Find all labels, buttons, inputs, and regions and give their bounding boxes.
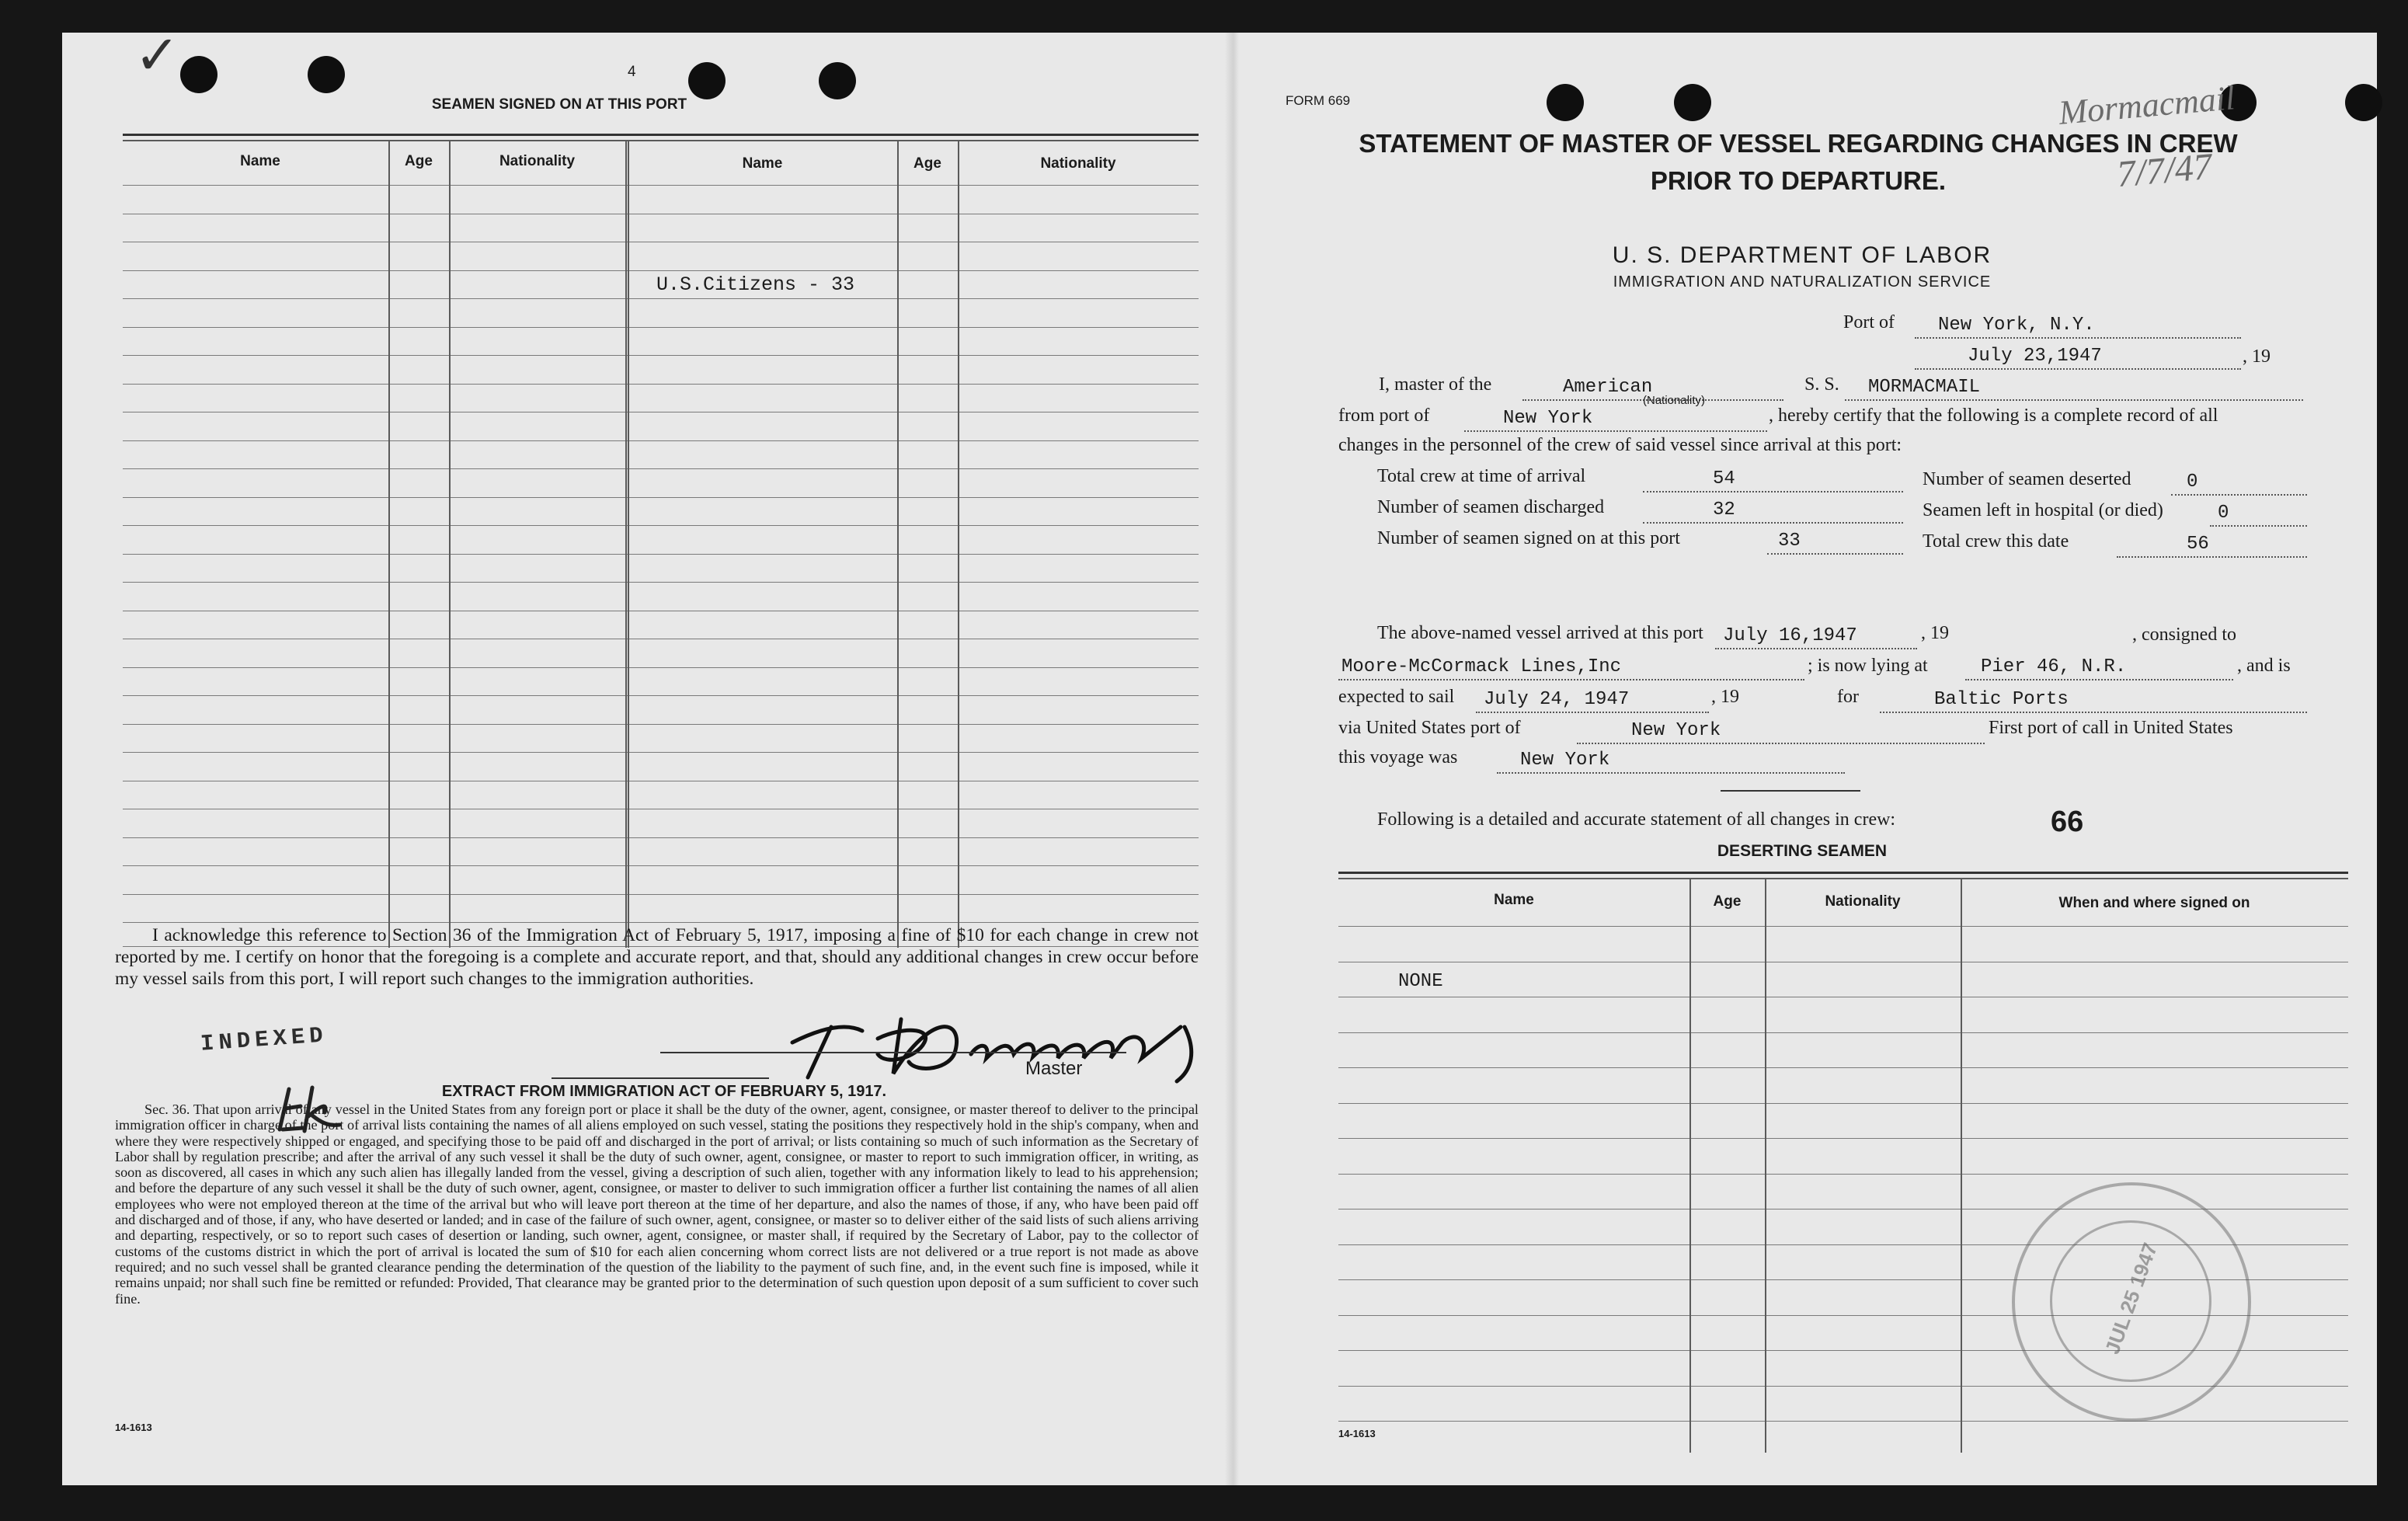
port-label: Port of (1843, 312, 1895, 332)
column-divider (625, 140, 627, 948)
table-row-rule (123, 865, 1199, 866)
discharged-value: 32 (1713, 499, 1735, 520)
expected-label: expected to sail (1338, 687, 1455, 707)
table-row-rule (1338, 1138, 2348, 1139)
table-row-rule (123, 667, 1199, 668)
form-title-line2: PRIOR TO DEPARTURE. (1650, 166, 1947, 195)
table-row-rule (1338, 1067, 2348, 1068)
for-label: for (1837, 687, 1859, 707)
and-is-label: , and is (2237, 656, 2291, 676)
table-rule (123, 140, 1199, 141)
deserted-field (2171, 471, 2307, 496)
certify-text: , hereby certify that the following is a complete record of all (1769, 405, 2218, 426)
form-code: 14-1613 (1338, 1428, 1376, 1439)
extract-title: EXTRACT FROM IMMIGRATION ACT OF FEBRUARY 5, 1917. (441, 1083, 887, 1100)
separator-rule (1721, 790, 1860, 792)
total-arrival-label: Total crew at time of arrival (1377, 466, 1586, 486)
table-row-rule (123, 724, 1199, 725)
table-row-rule (123, 270, 1199, 271)
arrived-value: July 16,1947 (1723, 625, 1857, 646)
punch-hole (2345, 84, 2382, 121)
punch-hole (1674, 84, 1711, 121)
destination-field (1880, 688, 2307, 713)
column-divider (1961, 878, 1962, 1453)
column-header-name: Name (742, 155, 783, 172)
column-divider (388, 140, 390, 948)
page-gutter (1225, 33, 1239, 1485)
table-row-rule (123, 185, 1199, 186)
date-field (1915, 345, 2241, 370)
lying-field (1965, 656, 2233, 680)
port-value: New York, N.Y. (1938, 315, 2095, 336)
punch-hole (688, 62, 726, 99)
table-row-rule (123, 384, 1199, 385)
lying-label: ; is now lying at (1808, 656, 1928, 676)
destination-value: Baltic Ports (1934, 689, 2069, 710)
arrived-year: , 19 (1921, 623, 1949, 643)
table-row-rule (1338, 1174, 2348, 1175)
hospital-label: Seamen left in hospital (or died) (1923, 500, 2163, 520)
from-port-value: New York (1503, 408, 1593, 429)
signed-on-value: 33 (1778, 531, 1801, 552)
table-row-rule (1338, 926, 2348, 927)
extract-text: Sec. 36. That upon arrival of any vessel in the United States from any foreign port or place it shall be the duty of the owner, agent, consignee, or master thereof to deliver to the principal immigration officer in charge of the port of arrival lists containing the names of all aliens employed on such vessel, stating the positions they respectively hold in the ship's company, when and where they were respectively shipped or engaged, and specifying those to be paid off and discharged in the port of arrival; or lists containing so much of such information as the Secretary of Labor shall by regulation prescribe; and after the arrival of any such vessel it shall be the duty of such owner, agent, consignee, or master to report to such immigration officer, in writing, as soon as discovered, all cases in which any such alien has illegally landed from the vessel, giving a description of such alien, together with any information likely to lead to his apprehension; and before the departure of any such vessel it shall be the duty of such owner, agent, consignee, or master to deliver to such immigration officer a further list containing the names of all alien employees who were not employed thereon at the time of the arrival but who will leave port thereon at the time of her departure, and also the names of those, if any, who have been paid off and discharged and of those, if any, who have deserted or landed; and in case of the failure of such owner, agent, consignee, or master so to deliver either of the said lists of such aliens arriving and departing, respectively, or so to report such cases of desertion or landing, such owner, agent, consignee, or master shall, if required by the Secretary of Labor, pay to the collector of customs of the customs district in which the port of arrival is located the sum of $10 for each alien concerning whom correct lists are not delivered or a true report is not made as above required; and no such vessel shall be granted clearance pending the determination of the question of the liability to the payment of such fine, and, in the event such fine is imposed, while it remains unpaid; nor shall such fine be remitted or refunded: Provided, That clearance may be granted prior to the determination of such question upon deposit of a sum sufficient to cover such fine. (115, 1102, 1199, 1307)
discharged-field (1643, 499, 1903, 524)
punch-hole (308, 56, 345, 93)
vessel-name: MORMACMAIL (1868, 377, 1981, 398)
deserted-value: 0 (2187, 472, 2198, 492)
crew-change-count: 66 (2051, 806, 2084, 838)
column-divider (1689, 878, 1691, 1453)
handwritten-date: 7/7/47 (2114, 145, 2214, 196)
discharged-label: Number of seamen discharged (1377, 497, 1605, 517)
punch-hole (180, 56, 217, 93)
acknowledgement-text: I acknowledge this reference to Section 36 of the Immigration Act of February 5, 1917, imposing a fine of $10 for each change in crew not reported by me. I certify on honor that the foregoing is a complete and accurate report, and that, should any additional changes in crew occur before my vessel sails from this port, I will report such changes to the immigration authorities. (115, 925, 1199, 989)
nationality-caption: (Nationality) (1643, 394, 1706, 407)
table-row-rule (123, 327, 1199, 328)
total-date-value: 56 (2187, 534, 2209, 555)
first-port-label: First port of call in United States (1989, 718, 2233, 738)
received-stamp-date: JUL 25 1947 (2100, 1239, 2163, 1357)
column-header-nationality: Nationality (1825, 893, 1901, 910)
master-label: Master (1025, 1058, 1083, 1079)
signed-on-label: Number of seamen signed on at this port (1377, 528, 1680, 548)
table-row-rule (123, 554, 1199, 555)
total-date-label: Total crew this date (1923, 531, 2069, 552)
hospital-value: 0 (2218, 503, 2229, 524)
total-date-field (2117, 533, 2307, 558)
column-divider (897, 140, 899, 948)
master-of-the-label: I, master of the (1379, 374, 1492, 395)
column-divider (449, 140, 451, 948)
table-row-rule (123, 752, 1199, 753)
vessel-name-field (1845, 376, 2303, 401)
column-header-name: Name (1494, 892, 1534, 908)
table-rule (1338, 872, 2348, 874)
extract-rule (552, 1077, 769, 1079)
column-header-age: Age (405, 153, 433, 169)
from-port-label: from port of (1338, 405, 1430, 426)
port-field (1915, 314, 2241, 339)
table-row-rule (123, 695, 1199, 696)
arrived-label: The above-named vessel arrived at this port (1377, 623, 1703, 643)
table-row-rule (123, 582, 1199, 583)
table-row-rule (123, 468, 1199, 469)
table-rule (1338, 878, 2348, 879)
column-divider (1765, 878, 1766, 1453)
service-name: IMMIGRATION AND NATURALIZATION SERVICE (1613, 273, 1992, 291)
consigned-label: , consigned to (2132, 625, 2236, 645)
indexed-stamp: INDEXED (200, 1022, 329, 1057)
voyage-field (1497, 749, 1845, 774)
table-entry: U.S.Citizens - 33 (656, 273, 855, 296)
expected-value: July 24, 1947 (1484, 689, 1630, 710)
voyage-label: this voyage was (1338, 747, 1458, 767)
date-value: July 23,1947 (1968, 346, 2102, 367)
signature-line (660, 1052, 1126, 1053)
year-suffix: , 19 (2243, 346, 2271, 367)
column-header-nationality: Nationality (499, 153, 576, 169)
column-divider (628, 140, 629, 948)
deserting-title: DESERTING SEAMEN (1717, 842, 1888, 860)
table-row-rule (123, 922, 1199, 923)
via-label: via United States port of (1338, 718, 1521, 738)
table-row-rule (123, 497, 1199, 498)
expected-field (1476, 688, 1709, 713)
handwritten-note: Mormacmail (2057, 78, 2237, 132)
right-page (1239, 33, 2377, 1485)
following-text: Following is a detailed and accurate statement of all changes in crew: (1377, 809, 1896, 830)
hospital-field (2210, 502, 2307, 527)
column-header-name: Name (240, 153, 280, 169)
page-number: 4 (628, 64, 636, 80)
nationality-value: American (1563, 377, 1653, 398)
consignee-value: Moore-McCormack Lines,Inc (1341, 656, 1622, 677)
via-value: New York (1631, 720, 1721, 741)
table-row-rule (123, 525, 1199, 526)
deserted-label: Number of seamen deserted (1923, 469, 2131, 489)
form-number: FORM 669 (1286, 93, 1351, 108)
document-spread (62, 26, 2377, 1485)
table-row-rule (123, 440, 1199, 441)
department-name: U. S. DEPARTMENT OF LABOR (1612, 242, 1992, 268)
column-header-age: Age (1713, 893, 1742, 910)
check-mark: ✓ (134, 26, 180, 86)
table-row-rule (1338, 1103, 2348, 1104)
voyage-value: New York (1520, 750, 1610, 771)
table-title: SEAMEN SIGNED ON AT THIS PORT (431, 96, 687, 113)
table-row-rule (123, 894, 1199, 895)
form-title: STATEMENT OF MASTER OF VESSEL REGARDING CHANGES IN CREW (1359, 129, 2238, 158)
total-arrival-field (1643, 468, 1903, 492)
received-stamp (2012, 1182, 2251, 1422)
table-row-rule (123, 298, 1199, 299)
arrived-field (1715, 625, 1917, 649)
expected-year: , 19 (1711, 687, 1739, 707)
form-code: 14-1613 (115, 1422, 152, 1433)
table-rule (123, 134, 1199, 136)
signed-on-field (1767, 530, 1903, 555)
master-signature (777, 996, 1243, 1089)
deserting-entry: NONE (1398, 971, 1443, 992)
column-header-age: Age (913, 155, 941, 172)
left-page (62, 26, 1225, 1485)
table-row-rule (123, 837, 1199, 838)
column-header-when-where: When and where signed on (2058, 895, 2250, 911)
from-port-field (1464, 407, 1767, 432)
ss-label: S. S. (1804, 374, 1839, 395)
total-arrival-value: 54 (1713, 468, 1735, 489)
table-row-rule (123, 355, 1199, 356)
punch-hole (1547, 84, 1584, 121)
consignee-field (1338, 656, 1804, 680)
via-field (1577, 719, 1985, 744)
column-header-nationality: Nationality (1040, 155, 1116, 172)
lying-value: Pier 46, N.R. (1981, 656, 2127, 677)
punch-hole (819, 62, 856, 99)
table-row-rule (1338, 1421, 2348, 1422)
column-divider (958, 140, 959, 948)
table-row-rule (1338, 1032, 2348, 1033)
certify-text-line2: changes in the personnel of the crew of said vessel since arrival at this port: (1338, 435, 1902, 455)
